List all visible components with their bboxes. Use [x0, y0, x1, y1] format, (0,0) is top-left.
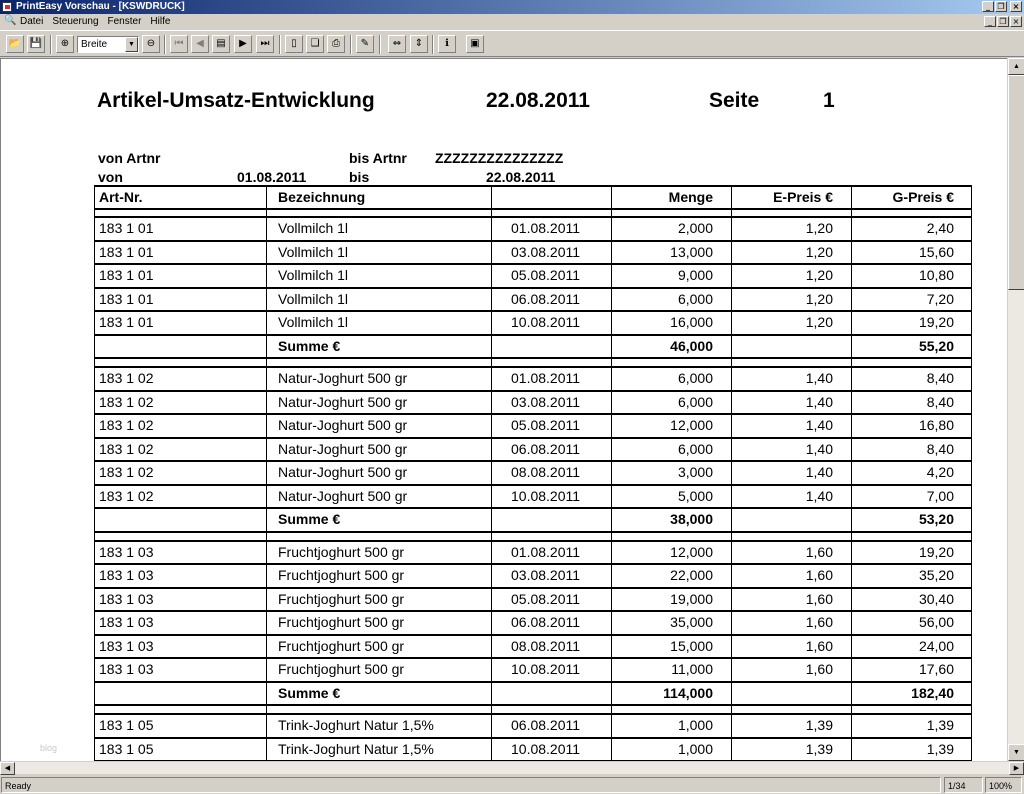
previous-page-icon[interactable]: ◀: [191, 35, 209, 53]
cell-bezeichnung: Natur-Joghurt 500 gr: [278, 417, 408, 433]
cell-epreis: 1,20: [805, 314, 833, 330]
toolbar: [0, 30, 1024, 57]
cell-menge: 6,000: [677, 393, 713, 410]
sum-gpreis: 182,40: [911, 684, 954, 701]
zoom-out-icon[interactable]: ⊖: [142, 35, 160, 53]
cell-gpreis: 1,39: [926, 740, 954, 757]
save-icon[interactable]: 💾: [27, 35, 45, 53]
cell-gpreis: 8,40: [926, 370, 954, 386]
last-page-icon[interactable]: ⏭: [256, 35, 274, 53]
cell-artnr: 183 1 02: [99, 370, 154, 386]
cell-epreis: 1,20: [805, 220, 833, 236]
cell-epreis: 1,60: [805, 543, 833, 560]
cell-datum: 06.08.2011: [511, 290, 581, 307]
doc-close-button[interactable]: ×: [1010, 16, 1022, 27]
cell-datum: 03.08.2011: [511, 567, 581, 583]
page-number: 1: [823, 89, 835, 112]
column-header-gpreis: G-Preis €: [892, 189, 954, 205]
print-icon[interactable]: ⎙: [327, 35, 345, 53]
table-rule: [94, 334, 972, 336]
table-rule: [94, 208, 972, 210]
zoom-select-value: Breite: [81, 39, 108, 50]
von-artnr-label: von Artnr: [98, 150, 161, 166]
table-rule: [94, 185, 972, 187]
cell-bezeichnung: Natur-Joghurt 500 gr: [278, 393, 408, 410]
sum-label: Summe €: [278, 337, 341, 354]
table-column-rule: [266, 186, 267, 761]
cell-datum: 10.08.2011: [511, 314, 581, 330]
first-page-icon[interactable]: ⏮: [170, 35, 188, 53]
column-header-menge: Menge: [668, 189, 713, 205]
info-icon[interactable]: ℹ: [438, 35, 456, 53]
sum-menge: 46,000: [670, 337, 713, 354]
table-column-rule: [611, 186, 612, 761]
status-bar: [0, 776, 1024, 794]
cell-artnr: 183 1 02: [99, 487, 154, 504]
bis-value: 22.08.2011: [486, 169, 556, 185]
cell-datum: 05.08.2011: [511, 590, 581, 607]
cell-epreis: 1,60: [805, 637, 833, 654]
cell-epreis: 1,40: [805, 393, 833, 410]
cell-datum: 10.08.2011: [511, 740, 581, 757]
cell-bezeichnung: Vollmilch 1l: [278, 290, 349, 307]
menu-bar: [0, 14, 1024, 29]
cell-menge: 5,000: [677, 487, 713, 504]
cell-gpreis: 16,80: [918, 417, 954, 433]
title-bar[interactable]: [0, 0, 1024, 14]
cell-gpreis: 8,40: [926, 393, 954, 410]
cell-gpreis: 19,20: [918, 543, 954, 560]
cell-datum: 03.08.2011: [511, 243, 581, 260]
cell-menge: 12,000: [670, 417, 713, 433]
cell-gpreis: 30,40: [918, 590, 954, 607]
status-text: Ready: [1, 777, 941, 793]
window-title: PrintEasy Vorschau - [KSWDRUCK]: [16, 1, 185, 12]
cell-bezeichnung: Natur-Joghurt 500 gr: [278, 487, 408, 504]
cell-artnr: 183 1 03: [99, 614, 154, 630]
table-rule: [94, 704, 972, 706]
cell-bezeichnung: Fruchtjoghurt 500 gr: [278, 567, 405, 583]
fit-width-icon[interactable]: ⇔: [388, 35, 406, 53]
cell-epreis: 1,60: [805, 567, 833, 583]
table-rule: [94, 681, 972, 683]
document-view[interactable]: [0, 58, 1024, 761]
cell-bezeichnung: Natur-Joghurt 500 gr: [278, 440, 408, 457]
scroll-up-icon[interactable]: ▲: [1008, 58, 1024, 75]
cell-bezeichnung: Vollmilch 1l: [278, 267, 349, 283]
print-setup-icon[interactable]: ✎: [356, 35, 374, 53]
cell-datum: 10.08.2011: [511, 487, 581, 504]
cell-gpreis: 56,00: [918, 614, 954, 630]
cell-gpreis: 8,40: [926, 440, 954, 457]
cell-artnr: 183 1 03: [99, 637, 154, 654]
von-value: 01.08.2011: [237, 169, 307, 185]
cell-epreis: 1,40: [805, 440, 833, 457]
sum-label: Summe €: [278, 684, 341, 701]
zoom-select[interactable]: [77, 36, 139, 53]
cell-bezeichnung: Fruchtjoghurt 500 gr: [278, 543, 405, 560]
menu-steuerung[interactable]: Steuerung: [52, 16, 99, 27]
cell-datum: 01.08.2011: [511, 220, 581, 236]
cell-gpreis: 35,20: [918, 567, 954, 583]
document-menu-icon[interactable]: 🔍: [4, 15, 17, 26]
report-title: Artikel-Umsatz-Entwicklung: [97, 89, 375, 112]
column-header-artnr: Art-Nr.: [99, 189, 143, 205]
menu-datei[interactable]: Datei: [20, 16, 44, 27]
cell-datum: 06.08.2011: [511, 614, 581, 630]
status-page: 1/34: [944, 777, 983, 793]
cell-artnr: 183 1 01: [99, 314, 154, 330]
table-rule: [94, 507, 972, 509]
doc-minimize-button[interactable]: _: [984, 16, 996, 27]
cell-datum: 08.08.2011: [511, 637, 581, 654]
vertical-scroll-thumb[interactable]: [1008, 75, 1024, 290]
cell-menge: 19,000: [670, 590, 713, 607]
cell-artnr: 183 1 01: [99, 290, 154, 307]
cell-datum: 06.08.2011: [511, 440, 581, 457]
close-button[interactable]: ×: [1010, 1, 1022, 12]
cell-menge: 22,000: [670, 567, 713, 583]
cell-bezeichnung: Natur-Joghurt 500 gr: [278, 370, 408, 386]
doc-restore-button[interactable]: ❐: [997, 16, 1009, 27]
cell-epreis: 1,60: [805, 614, 833, 630]
cell-gpreis: 1,39: [926, 717, 954, 733]
cell-datum: 08.08.2011: [511, 464, 581, 480]
cell-artnr: 183 1 01: [99, 220, 154, 236]
table-column-rule: [971, 186, 972, 761]
cell-menge: 35,000: [670, 614, 713, 630]
cell-bezeichnung: Natur-Joghurt 500 gr: [278, 464, 408, 480]
table-rule: [94, 357, 972, 359]
cell-bezeichnung: Fruchtjoghurt 500 gr: [278, 661, 405, 677]
multi-page-icon[interactable]: ❏: [306, 35, 324, 53]
column-header-bezeichnung: Bezeichnung: [278, 189, 366, 205]
cell-artnr: 183 1 03: [99, 661, 154, 677]
cell-gpreis: 2,40: [926, 220, 954, 236]
cell-datum: 10.08.2011: [511, 661, 581, 677]
cell-menge: 16,000: [670, 314, 713, 330]
sum-gpreis: 53,20: [918, 511, 954, 527]
cell-epreis: 1,40: [805, 370, 833, 386]
table-column-rule: [94, 186, 95, 761]
cell-artnr: 183 1 02: [99, 440, 154, 457]
cell-datum: 01.08.2011: [511, 370, 581, 386]
cell-artnr: 183 1 03: [99, 543, 154, 560]
cell-epreis: 1,40: [805, 487, 833, 504]
chevron-down-icon[interactable]: ▼: [125, 37, 138, 52]
cell-artnr: 183 1 03: [99, 567, 154, 583]
single-page-icon[interactable]: ▯: [285, 35, 303, 53]
cell-menge: 13,000: [670, 243, 713, 260]
cell-datum: 05.08.2011: [511, 267, 581, 283]
cell-artnr: 183 1 02: [99, 393, 154, 410]
zoom-in-icon[interactable]: ⊕: [56, 35, 74, 53]
sum-menge: 114,000: [663, 684, 713, 701]
sum-label: Summe €: [278, 511, 341, 527]
cell-gpreis: 15,60: [918, 243, 954, 260]
cell-epreis: 1,40: [805, 417, 833, 433]
cell-bezeichnung: Fruchtjoghurt 500 gr: [278, 637, 405, 654]
column-header-epreis: E-Preis €: [773, 189, 833, 205]
cell-artnr: 183 1 05: [99, 740, 154, 757]
table-rule: [94, 531, 972, 533]
bis-artnr-label: bis Artnr: [349, 150, 407, 166]
cell-gpreis: 24,00: [918, 637, 954, 654]
cell-gpreis: 17,60: [918, 661, 954, 677]
cell-artnr: 183 1 05: [99, 717, 154, 733]
cell-menge: 6,000: [677, 290, 713, 307]
menu-fenster[interactable]: Fenster: [107, 16, 142, 27]
exit-preview-icon[interactable]: ▣: [466, 35, 484, 53]
cell-artnr: 183 1 01: [99, 267, 154, 283]
cell-epreis: 1,20: [805, 290, 833, 307]
page-label: Seite: [709, 89, 760, 112]
cell-datum: 03.08.2011: [511, 393, 581, 410]
cell-bezeichnung: Vollmilch 1l: [278, 243, 349, 260]
cell-epreis: 1,20: [805, 243, 833, 260]
cell-menge: 1,000: [677, 740, 713, 757]
watermark: blog: [40, 743, 58, 753]
open-folder-icon[interactable]: 📂: [6, 35, 24, 53]
cell-epreis: 1,20: [805, 267, 833, 283]
sum-menge: 38,000: [670, 511, 713, 527]
menu-hilfe[interactable]: Hilfe: [150, 16, 171, 27]
cell-menge: 2,000: [677, 220, 713, 236]
restore-button[interactable]: ❐: [995, 1, 1007, 12]
cell-datum: 01.08.2011: [511, 543, 581, 560]
cell-menge: 9,000: [677, 267, 713, 283]
vertical-scrollbar[interactable]: [1007, 58, 1024, 761]
cell-epreis: 1,60: [805, 661, 833, 677]
cell-bezeichnung: Vollmilch 1l: [278, 220, 349, 236]
cell-artnr: 183 1 02: [99, 464, 154, 480]
table-column-rule: [491, 186, 492, 761]
goto-page-icon[interactable]: ▤: [212, 35, 230, 53]
report-date: 22.08.2011: [486, 89, 590, 112]
cell-bezeichnung: Trink-Joghurt Natur 1,5%: [278, 717, 434, 733]
status-zoom: 100%: [985, 777, 1022, 793]
fit-height-icon[interactable]: ⇕: [410, 35, 428, 53]
scroll-left-icon[interactable]: ◀: [0, 762, 15, 775]
cell-menge: 15,000: [670, 637, 713, 654]
cell-bezeichnung: Trink-Joghurt Natur 1,5%: [278, 740, 434, 757]
report-table: [94, 186, 972, 761]
cell-gpreis: 7,20: [926, 290, 954, 307]
cell-bezeichnung: Vollmilch 1l: [278, 314, 349, 330]
app-icon[interactable]: [2, 2, 12, 12]
cell-menge: 1,000: [677, 717, 713, 733]
table-column-rule: [851, 186, 852, 761]
bis-artnr-value: ZZZZZZZZZZZZZZZ: [435, 150, 564, 166]
cell-bezeichnung: Fruchtjoghurt 500 gr: [278, 614, 405, 630]
sum-gpreis: 55,20: [918, 337, 954, 354]
von-label: von: [98, 169, 123, 185]
bis-label: bis: [349, 169, 370, 185]
cell-menge: 11,000: [671, 661, 713, 677]
cell-artnr: 183 1 03: [99, 590, 154, 607]
cell-datum: 05.08.2011: [511, 417, 581, 433]
horizontal-scrollbar[interactable]: [0, 761, 1024, 774]
cell-gpreis: 4,20: [926, 464, 954, 480]
cell-menge: 12,000: [670, 543, 713, 560]
cell-epreis: 1,40: [805, 464, 833, 480]
next-page-icon[interactable]: ▶: [234, 35, 252, 53]
minimize-button[interactable]: _: [982, 1, 994, 12]
cell-gpreis: 10,80: [918, 267, 954, 283]
report-page: [1, 59, 1007, 761]
cell-menge: 6,000: [677, 370, 713, 386]
cell-artnr: 183 1 02: [99, 417, 154, 433]
cell-gpreis: 7,00: [926, 487, 954, 504]
cell-bezeichnung: Fruchtjoghurt 500 gr: [278, 590, 405, 607]
scroll-down-icon[interactable]: ▼: [1008, 744, 1024, 761]
cell-menge: 6,000: [677, 440, 713, 457]
scroll-right-icon[interactable]: ▶: [1009, 762, 1024, 775]
cell-epreis: 1,39: [805, 717, 833, 733]
cell-epreis: 1,60: [805, 590, 833, 607]
cell-datum: 06.08.2011: [511, 717, 581, 733]
cell-artnr: 183 1 01: [99, 243, 154, 260]
cell-epreis: 1,39: [805, 740, 833, 757]
cell-menge: 3,000: [677, 464, 713, 480]
cell-gpreis: 19,20: [918, 314, 954, 330]
table-column-rule: [731, 186, 732, 761]
